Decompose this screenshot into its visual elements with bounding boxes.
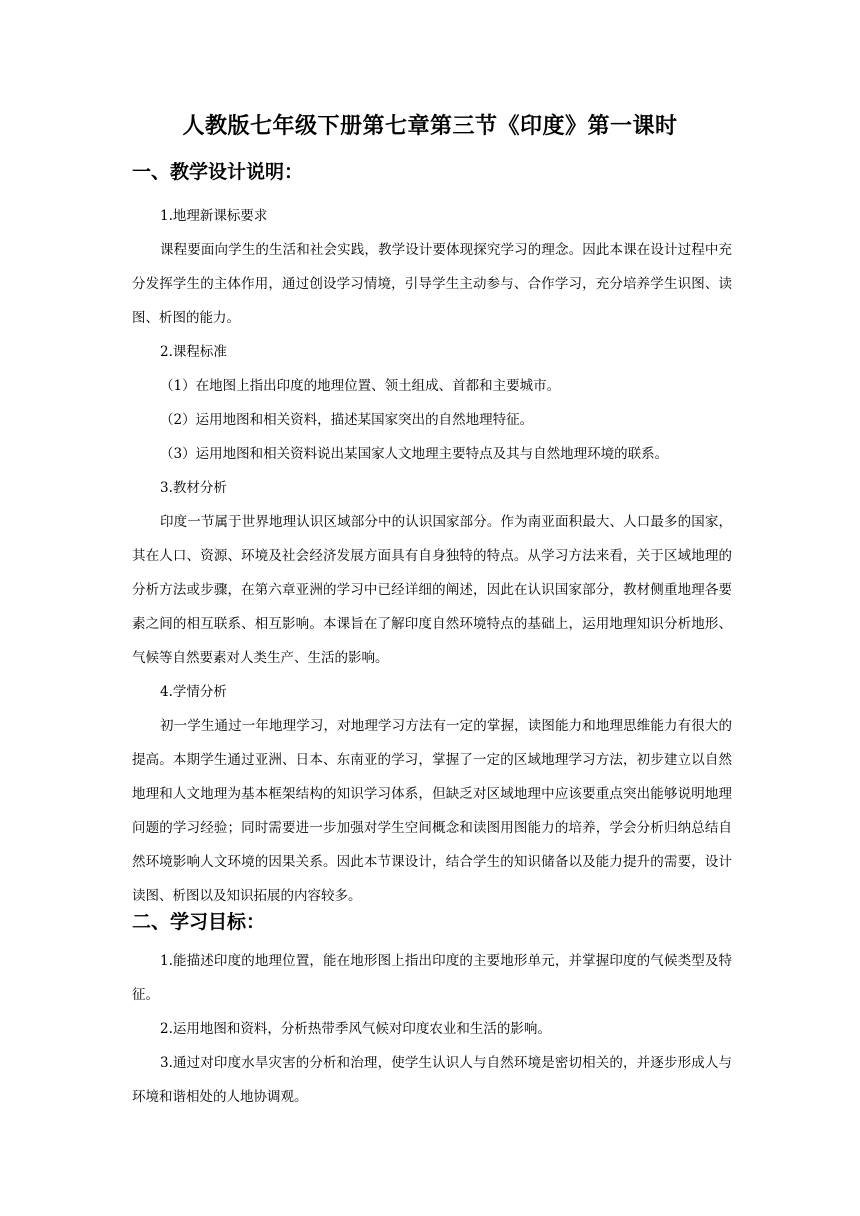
section-heading-learning-goals: 二、学习目标： <box>132 911 266 933</box>
subsection-title-curriculum-standards: 2.课程标准 <box>160 344 227 360</box>
section-body-teaching-design <box>132 199 732 913</box>
section-body-learning-goals <box>132 944 732 1114</box>
standard-item: （2）运用地图和相关资料，描述某国家突出的自然地理特征。 <box>160 412 534 428</box>
learning-goal-item: 3.通过对印度水旱灾害的分析和治理，使学生认识人与自然环境是密切相关的，并逐步形成人与环境和谐相处的人地协调观。 <box>132 1055 732 1105</box>
subsection-title-curriculum-requirements: 1.地理新课标要求 <box>160 208 268 224</box>
subsection-title-learner-analysis: 4.学情分析 <box>160 684 227 700</box>
paragraph-learner-analysis: 初一学生通过一年地理学习，对地理学习方法有一定的掌握，读图能力和地理思维能力有很大的提高。本期学生通过亚洲、日本、东南亚的学习，掌握了一定的区域地理学习方法，初步建立以自然地理和人文地理为基本框架结构的知识学习体系，但缺乏对区域地理中应该要重点突出能够说明地理问题的学习经验；同时需要进一步加强对学生空间概念和读图用图能力的培养，学会分析归纳总结自然环境影响人文环境的因果关系。因此本节课设计，结合学生的知识储备以及能力提升的需要，设计读图、析图以及知识拓展的内容较多。 <box>132 718 732 904</box>
section-heading-teaching-design: 一、教学设计说明： <box>132 161 304 183</box>
paragraph-textbook-analysis: 印度一节属于世界地理认识区域部分中的认识国家部分。作为南亚面积最大、人口最多的国家，其在人口、资源、环境及社会经济发展方面具有自身独特的特点。从学习方法来看，关于区域地理的分析方法或步骤，在第六章亚洲的学习中已经详细的阐述，因此在认识国家部分，教材侧重地理各要素之间的相互联系、相互影响。本课旨在了解印度自然环境特点的基础上，运用地理知识分析地形、气候等自然要素对人类生产、生活的影响。 <box>132 514 732 666</box>
paragraph-curriculum-requirements: 课程要面向学生的生活和社会实践，教学设计要体现探究学习的理念。因此本课在设计过程中充分发挥学生的主体作用，通过创设学习情境，引导学生主动参与、合作学习，充分培养学生识图、读图、析图的能力。 <box>132 242 732 326</box>
document-title: 人教版七年级下册第七章第三节《印度》第一课时 <box>182 114 678 139</box>
standard-item: （3）运用地图和相关资料说出某国家人文地理主要特点及其与自然地理环境的联系。 <box>160 446 669 462</box>
learning-goal-item: 1.能描述印度的地理位置，能在地形图上指出印度的主要地形单元，并掌握印度的气候类型及特征。 <box>132 953 732 1003</box>
learning-goal-item: 2.运用地图和资料，分析热带季风气候对印度农业和生活的影响。 <box>160 1021 551 1037</box>
subsection-title-textbook-analysis: 3.教材分析 <box>160 480 227 496</box>
standard-item: （1）在地图上指出印度的地理位置、领土组成、首都和主要城市。 <box>160 378 561 394</box>
